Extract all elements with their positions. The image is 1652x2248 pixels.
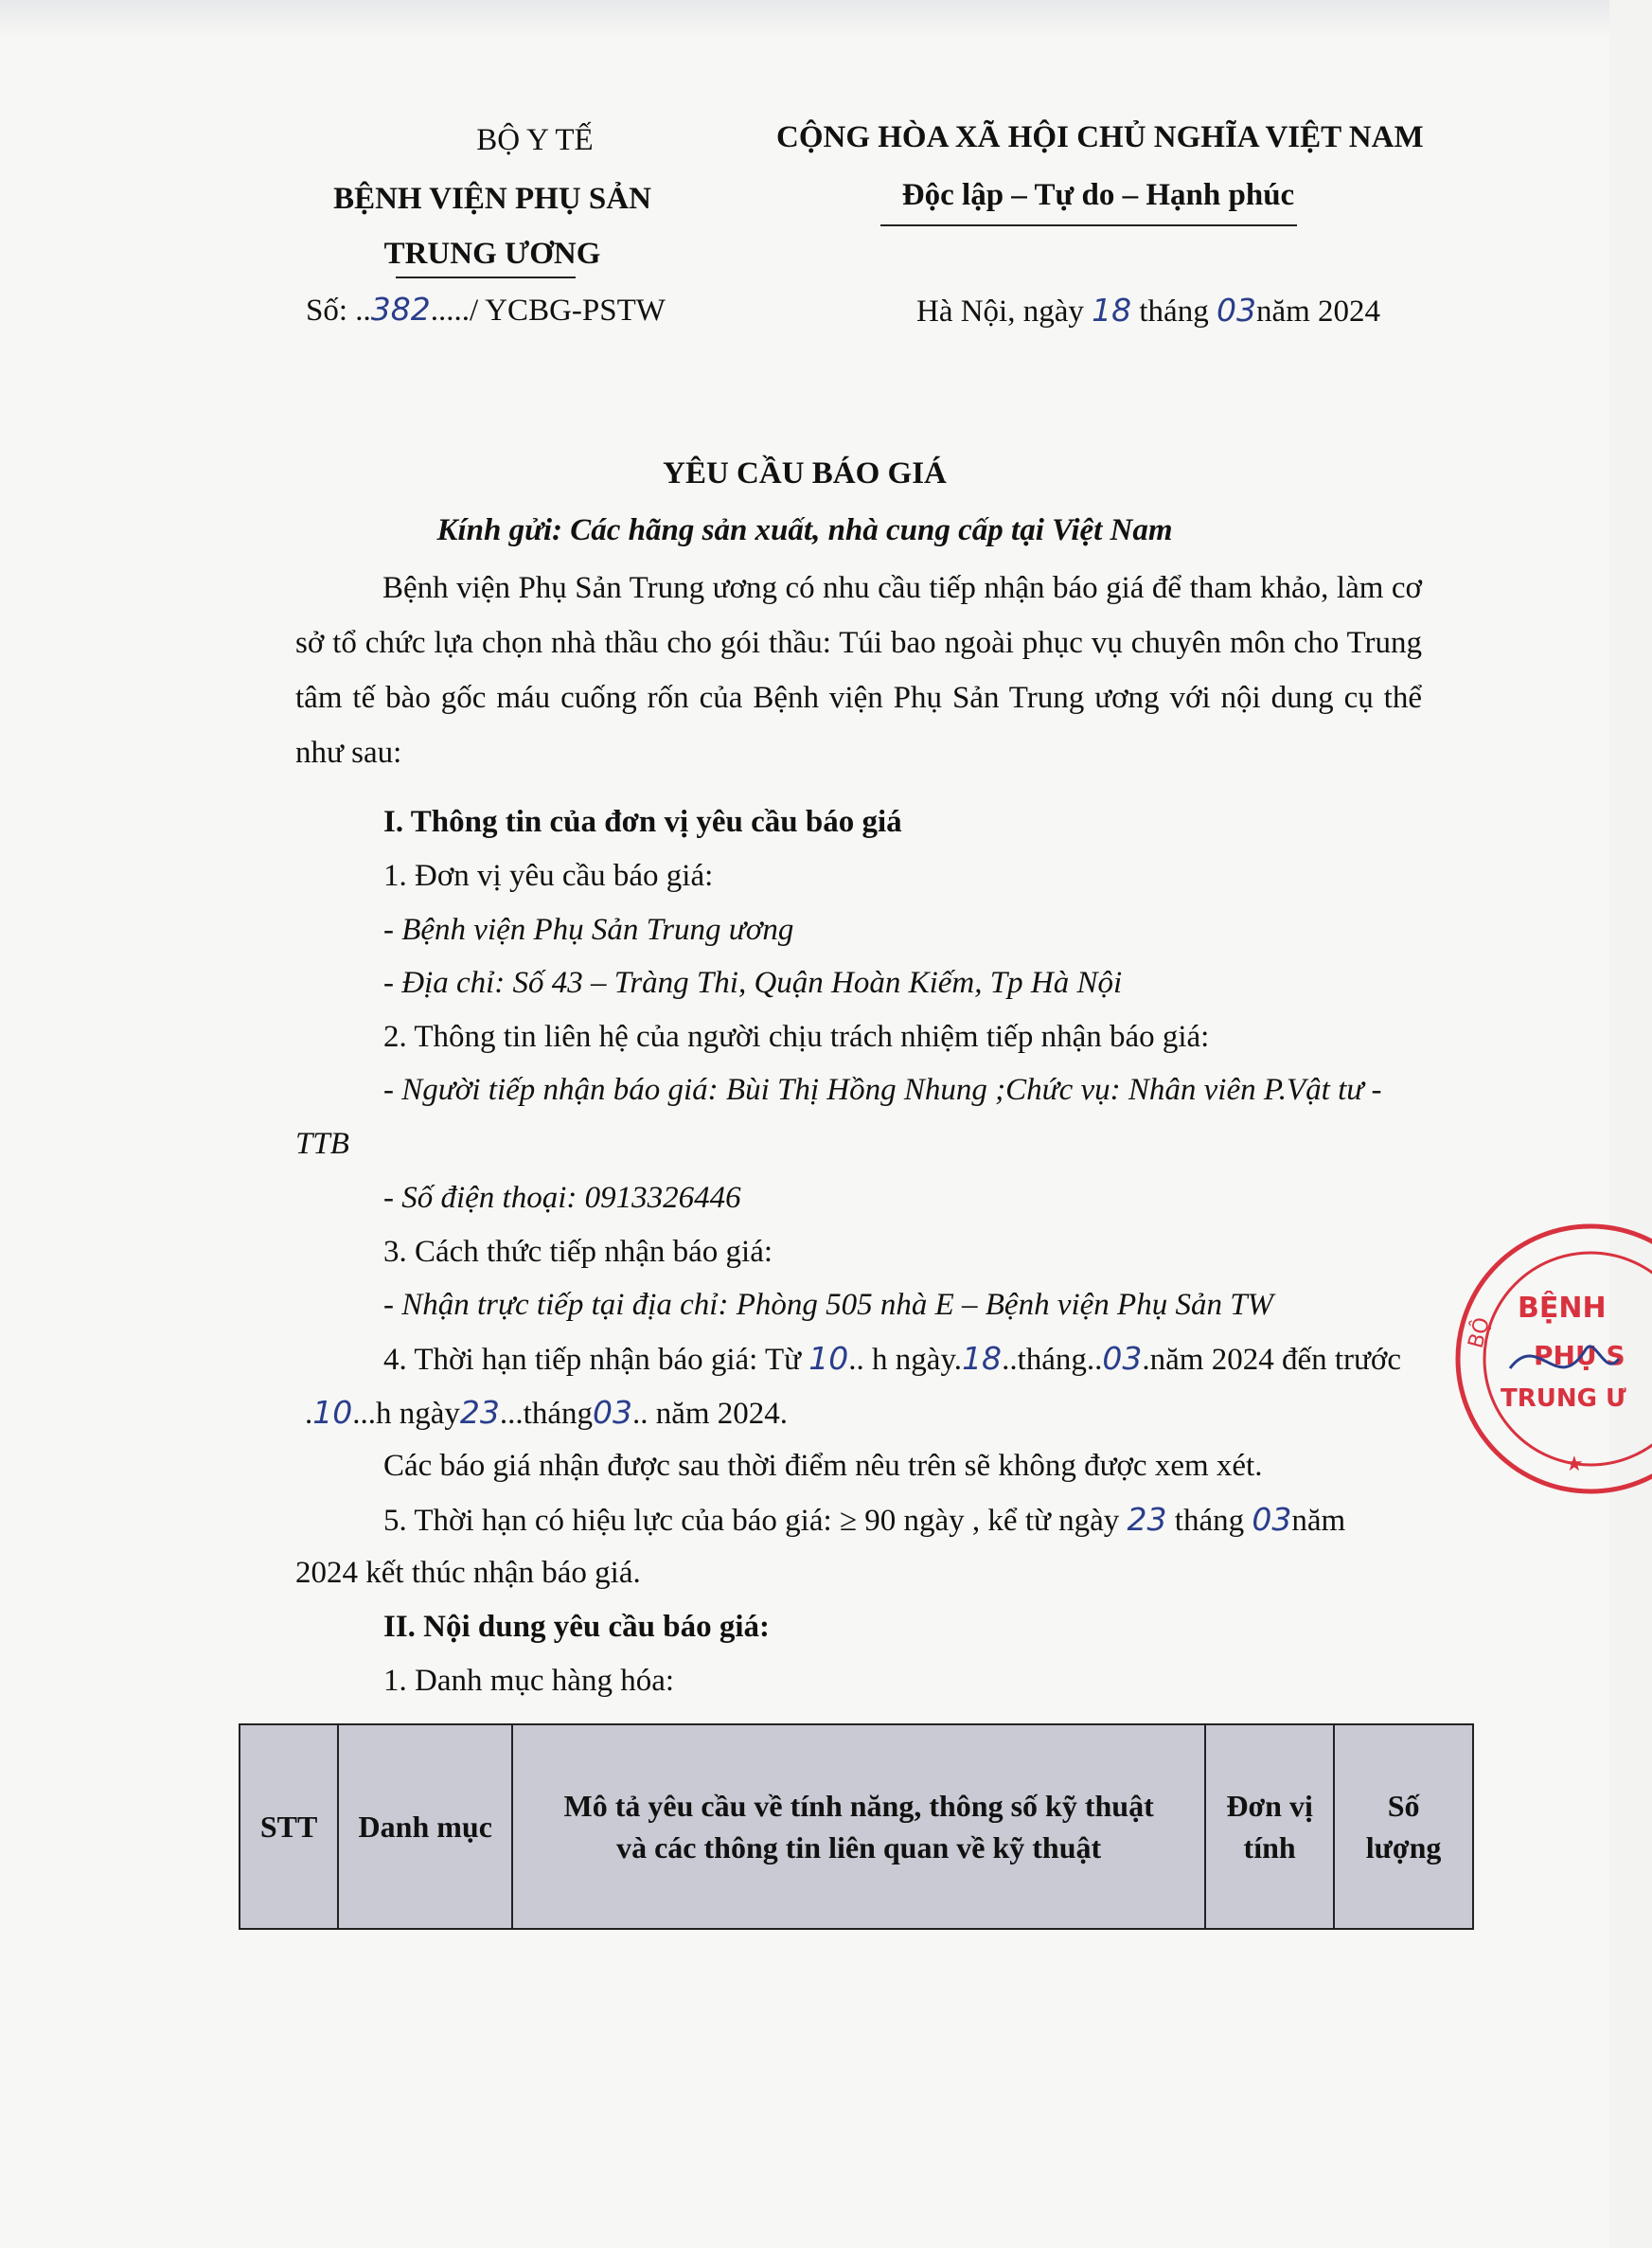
hospital-name-line1: BỆNH VIỆN PHỤ SẢN — [333, 182, 651, 216]
section2-item1: 1. Danh mục hàng hóa: — [383, 1664, 675, 1698]
section1-item1: 1. Đơn vị yêu cầu báo giá: — [383, 859, 714, 893]
document-number: Số: ..382...../ YCBG-PSTW — [306, 291, 666, 328]
col-unit: Đơn vị tính — [1205, 1724, 1334, 1929]
col-stt: STT — [240, 1724, 338, 1929]
document-title: YÊU CẦU BÁO GIÁ — [663, 456, 947, 491]
section1-item5: 5. Thời hạn có hiệu lực của báo giá: ≥ 90 ngày , kể từ ngày 23 tháng 03năm — [383, 1501, 1346, 1538]
handwritten-number: 382 — [370, 291, 431, 328]
col-quantity: Số lượng — [1334, 1724, 1473, 1929]
national-motto: Độc lập – Tự do – Hạnh phúc — [901, 178, 1295, 212]
intro-paragraph: Bệnh viện Phụ Sản Trung ương có nhu cầu tiếp nhận báo giá để tham khảo, làm cơ sở tổ chức lựa chọn nhà thầu cho gói thầu: Túi bao ngoài phục vụ chuyên môn cho Trung tâm tế bào gốc máu cuống rốn của Bệnh viện Phụ Sản Trung ương với nội dung cụ thể như sau: — [295, 571, 1422, 770]
section1-item2: 2. Thông tin liên hệ của người chịu trách nhiệm tiếp nhận báo giá: — [383, 1020, 1210, 1054]
receiver-info: - Người tiếp nhận báo giá: Bùi Thị Hồng Nhung ;Chức vụ: Nhân viên P.Vật tư - — [383, 1073, 1382, 1107]
unit-address: - Địa chỉ: Số 43 – Tràng Thi, Quận Hoàn Kiếm, Tp Hà Nội — [383, 966, 1123, 1000]
receive-method: - Nhận trực tiếp tại địa chỉ: Phòng 505 nhà E – Bệnh viện Phụ Sản TW — [383, 1288, 1274, 1322]
section1-item3: 3. Cách thức tiếp nhận báo giá: — [383, 1235, 773, 1269]
phone-number: - Số điện thoại: 0913326446 — [383, 1181, 741, 1215]
stamp-text-mid: PHỤ S — [1534, 1340, 1625, 1371]
ministry-name: BỘ Y TẾ — [476, 123, 594, 157]
col-description: Mô tả yêu cầu về tính năng, thông số kỹ thuật và các thông tin liên quan về kỹ thuật — [512, 1724, 1205, 1929]
republic-title: CỘNG HÒA XÃ HỘI CHỦ NGHĨA VIỆT NAM — [776, 120, 1424, 154]
col-item: Danh mục — [338, 1724, 512, 1929]
stamp-text-bottom: TRUNG Ư — [1501, 1384, 1626, 1413]
hospital-name-line2: TRUNG ƯƠNG — [383, 237, 601, 271]
scan-shadow — [0, 0, 1609, 38]
section1-item4: 4. Thời hạn tiếp nhận báo giá: Từ 10.. h ngày.18..tháng..03.năm 2024 đến trước — [383, 1340, 1401, 1377]
late-note: Các báo giá nhận được sau thời điểm nêu trên sẽ không được xem xét. — [383, 1449, 1263, 1483]
stamp-text-side: BỘ — [1464, 1314, 1496, 1351]
goods-table — [239, 1723, 1474, 1930]
document-date: Hà Nội, ngày 18 tháng 03năm 2024 — [916, 292, 1381, 329]
section1-item4-cont: .10...h ngày23...tháng03.. năm 2024. — [305, 1394, 789, 1431]
unit-name: - Bệnh viện Phụ Sản Trung ương — [383, 913, 794, 947]
receiver-info-cont: TTB — [295, 1127, 349, 1161]
stamp-star-icon: ★ — [1565, 1453, 1584, 1476]
recipient-line: Kính gửi: Các hãng sản xuất, nhà cung cấp tại Việt Nam — [436, 513, 1173, 547]
hospital-underline — [396, 277, 576, 278]
hospital-stamp — [1453, 1217, 1652, 1501]
section1-item5-cont: 2024 kết thúc nhận báo giá. — [295, 1556, 641, 1590]
table-header-row — [240, 1724, 1473, 1929]
section2-heading: II. Nội dung yêu cầu báo giá: — [383, 1610, 771, 1644]
section1-heading: I. Thông tin của đơn vị yêu cầu báo giá — [383, 805, 902, 839]
motto-underline — [880, 224, 1297, 226]
stamp-text-top: BỆNH — [1518, 1292, 1607, 1325]
